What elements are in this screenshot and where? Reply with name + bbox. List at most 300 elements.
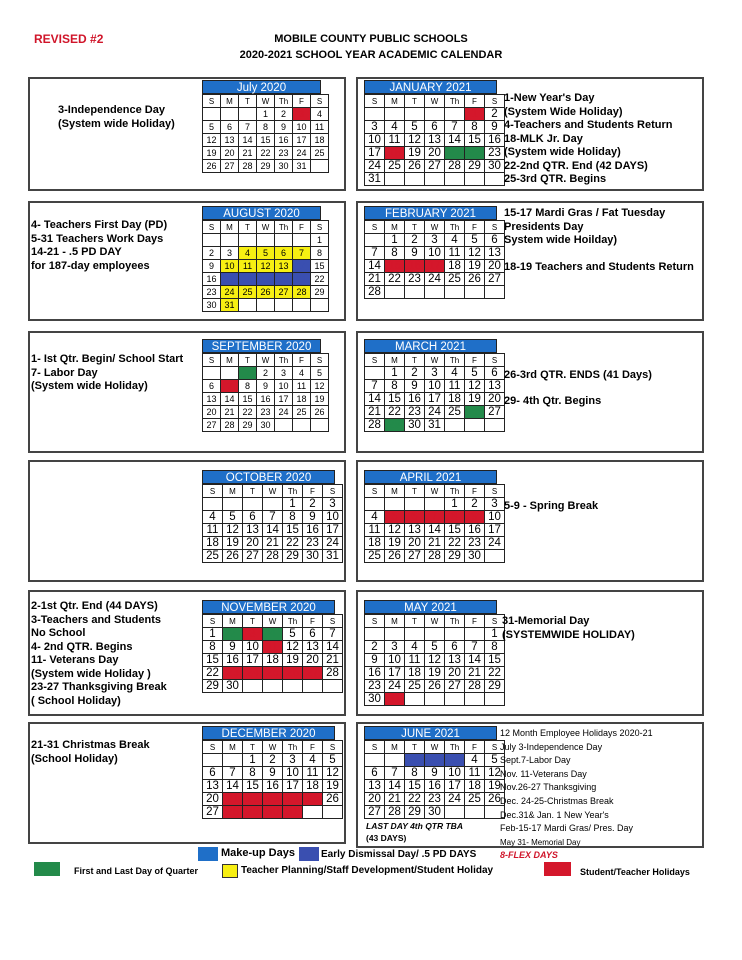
calendar-day: 31 (385, 693, 405, 706)
calendar-day: 5 (203, 121, 221, 134)
calendar-day: 23 (203, 286, 221, 299)
calendar-day: 15 (203, 654, 223, 667)
weekday-label: Th (445, 95, 465, 108)
calendar-day: 24 (293, 147, 311, 160)
calendar-day: 22 (485, 667, 505, 680)
calendar-empty-cell (293, 234, 311, 247)
calendar-day: 23 (405, 406, 425, 419)
calendar-day: 29 (239, 419, 257, 432)
note-line: 18-MLK Jr. Day (504, 132, 583, 145)
legend-early: Early Dismissal Day/ .5 PD DAYS (321, 849, 477, 860)
calendar-day: 10 (323, 511, 343, 524)
calendar-day: 6 (485, 234, 505, 247)
calendar-day: 6 (203, 380, 221, 393)
calendar-day: 1 (311, 234, 329, 247)
weekday-label: T (243, 741, 263, 754)
june-last-day-note: LAST DAY 4th QTR TBA (366, 821, 463, 831)
calendar-day: 24 (385, 680, 405, 693)
legend-planning: Teacher Planning/Staff Development/Student Holiday (241, 865, 494, 876)
calendar-day: 5 (385, 511, 405, 524)
calendar-day: 10 (293, 121, 311, 134)
calendar-april-2021 (364, 470, 505, 563)
calendar-day: 22 (385, 406, 405, 419)
calendar-day: 25 (311, 147, 329, 160)
calendar-empty-cell (385, 754, 405, 767)
calendar-day: 26 (465, 406, 485, 419)
calendar-day: 5 (465, 367, 485, 380)
calendar-day: 27 (275, 286, 293, 299)
calendar-day: 21 (239, 147, 257, 160)
calendar-day: 23 (425, 793, 445, 806)
calendar-day: 11 (293, 380, 311, 393)
month-title: DECEMBER 2020 (202, 726, 335, 740)
calendar-day: 3 (243, 628, 263, 641)
february-return-note: 18-19 Teachers and Students Return (504, 261, 694, 273)
note-line: Sept.7-Labor Day (500, 755, 571, 766)
calendar-day: 14 (425, 524, 445, 537)
calendar-day: 7 (365, 247, 385, 260)
calendar-day: 30 (365, 693, 385, 706)
calendar-day: 21 (365, 273, 385, 286)
calendar-day: 20 (303, 654, 323, 667)
weekday-label: Th (275, 354, 293, 367)
calendar-day: 9 (465, 511, 485, 524)
legend-flex: 8-FLEX DAYS (500, 850, 558, 860)
weekday-label: W (425, 95, 445, 108)
calendar-empty-cell (425, 286, 445, 299)
weekday-label: T (243, 485, 263, 498)
note-line: (System wide Holiday ) (31, 667, 151, 680)
note-line: 15-17 Mardi Gras / Fat Tuesday (504, 207, 666, 219)
calendar-day: 29 (311, 286, 329, 299)
calendar-day: 19 (203, 147, 221, 160)
month-grid (202, 94, 329, 173)
calendar-day: 3 (485, 498, 505, 511)
calendar-day: 15 (385, 393, 405, 406)
calendar-day: 26 (485, 793, 505, 806)
calendar-day: 21 (263, 537, 283, 550)
calendar-day: 18 (405, 667, 425, 680)
calendar-day: 16 (257, 393, 275, 406)
calendar-day: 5 (323, 754, 343, 767)
calendar-day: 27 (405, 550, 425, 563)
calendar-day: 16 (203, 273, 221, 286)
calendar-empty-cell (405, 286, 425, 299)
calendar-day: 11 (445, 380, 465, 393)
note-line: 1-New Year's Day (504, 92, 595, 104)
calendar-day: 15 (385, 260, 405, 273)
note-line: Nov.26-27 Thanksgiving (500, 782, 597, 793)
calendar-day: 3 (323, 498, 343, 511)
calendar-day: 30 (425, 806, 445, 819)
calendar-day: 3 (283, 754, 303, 767)
calendar-day: 24 (425, 406, 445, 419)
calendar-day: 9 (203, 260, 221, 273)
calendar-day: 9 (405, 380, 425, 393)
weekday-label: M (223, 615, 243, 628)
calendar-day: 7 (425, 511, 445, 524)
calendar-day: 7 (239, 121, 257, 134)
calendar-day: 18 (263, 654, 283, 667)
calendar-day: 29 (203, 680, 223, 693)
calendar-day: 20 (203, 406, 221, 419)
calendar-day: 30 (223, 680, 243, 693)
weekday-label: M (221, 95, 239, 108)
calendar-day: 18 (293, 393, 311, 406)
calendar-day: 26 (223, 550, 243, 563)
note-line: Feb-15-17 Mardi Gras/ Pres. Day (500, 823, 634, 834)
calendar-day: 16 (465, 524, 485, 537)
note-line: for 187-day employees (31, 259, 150, 272)
calendar-day: 24 (425, 273, 445, 286)
calendar-day: 12 (323, 767, 343, 780)
calendar-day: 30 (465, 550, 485, 563)
calendar-day: 11 (445, 247, 465, 260)
calendar-day: 21 (221, 406, 239, 419)
calendar-day: 9 (223, 641, 243, 654)
calendar-day: 15 (243, 780, 263, 793)
calendar-day: 4 (293, 367, 311, 380)
calendar-day: 16 (275, 134, 293, 147)
calendar-september-2020 (202, 339, 329, 432)
calendar-day: 31 (283, 806, 303, 819)
weekday-label: M (223, 485, 243, 498)
calendar-day: 8 (385, 247, 405, 260)
weekday-label: M (385, 95, 405, 108)
month-grid (364, 614, 505, 706)
calendar-day: 18 (203, 537, 223, 550)
weekday-label: Th (275, 221, 293, 234)
month-grid (202, 614, 343, 693)
calendar-day: 28 (293, 286, 311, 299)
calendar-day: 17 (283, 780, 303, 793)
calendar-day: 21 (293, 273, 311, 286)
calendar-august-2020 (202, 206, 329, 312)
calendar-day: 18 (365, 537, 385, 550)
november-notes (31, 600, 167, 708)
calendar-day: 4 (445, 234, 465, 247)
december-notes (31, 739, 150, 766)
calendar-day: 26 (323, 793, 343, 806)
calendar-day: 8 (465, 121, 485, 134)
calendar-day: 6 (221, 121, 239, 134)
note-line: 31-Memorial Day (502, 615, 590, 627)
calendar-day: 28 (323, 667, 343, 680)
calendar-day: 18 (465, 780, 485, 793)
note-line: 23-27 Thanksgiving Break (31, 681, 167, 693)
calendar-day: 26 (385, 550, 405, 563)
calendar-day: 6 (485, 367, 505, 380)
calendar-day: 22 (239, 406, 257, 419)
calendar-day: 25 (239, 286, 257, 299)
note-line: 4- 2nd QTR. Begins (31, 640, 133, 653)
calendar-day: 20 (243, 537, 263, 550)
calendar-day: 2 (275, 108, 293, 121)
calendar-day: 2 (425, 754, 445, 767)
calendar-day: 2 (405, 234, 425, 247)
calendar-empty-cell (445, 419, 465, 432)
weekday-label: T (405, 615, 425, 628)
calendar-day: 1 (239, 367, 257, 380)
calendar-day: 21 (223, 793, 243, 806)
calendar-day: 25 (263, 667, 283, 680)
calendar-day: 19 (485, 780, 505, 793)
calendar-day: 24 (365, 160, 385, 173)
note-line: 11- Veterans Day (31, 654, 119, 666)
calendar-day: 10 (485, 511, 505, 524)
calendar-empty-cell (365, 367, 385, 380)
calendar-day: 12 (405, 134, 425, 147)
calendar-day: 29 (257, 160, 275, 173)
calendar-empty-cell (221, 108, 239, 121)
calendar-empty-cell (405, 628, 425, 641)
weekday-label: Th (445, 354, 465, 367)
calendar-day: 14 (221, 393, 239, 406)
calendar-november-2020 (202, 600, 343, 693)
calendar-day: 15 (311, 260, 329, 273)
note-line: 4-Teachers and Students Return (504, 119, 673, 131)
calendar-day: 6 (425, 121, 445, 134)
calendar-day: 5 (425, 641, 445, 654)
calendar-day: 27 (485, 406, 505, 419)
calendar-day: 16 (405, 393, 425, 406)
calendar-empty-cell (445, 806, 465, 819)
note-line: Nov. 11-Veterans Day (500, 768, 587, 779)
calendar-day: 29 (405, 806, 425, 819)
legend-makeup: Make-up Days (221, 847, 295, 859)
calendar-day: 14 (365, 393, 385, 406)
calendar-day: 13 (243, 524, 263, 537)
weekday-label: S (485, 221, 505, 234)
weekday-label: S (485, 485, 505, 498)
calendar-day: 25 (385, 160, 405, 173)
calendar-day: 1 (243, 754, 263, 767)
weekday-label: S (365, 354, 385, 367)
weekday-label: T (405, 354, 425, 367)
calendar-day: 3 (365, 121, 385, 134)
calendar-empty-cell (385, 498, 405, 511)
calendar-empty-cell (365, 498, 385, 511)
calendar-day: 6 (275, 247, 293, 260)
calendar-day: 13 (485, 247, 505, 260)
calendar-day: 28 (263, 550, 283, 563)
calendar-day: 22 (385, 273, 405, 286)
calendar-day: 7 (323, 628, 343, 641)
calendar-day: 9 (257, 380, 275, 393)
calendar-day: 20 (485, 393, 505, 406)
calendar-day: 8 (243, 767, 263, 780)
calendar-day: 26 (257, 286, 275, 299)
calendar-empty-cell (365, 108, 385, 121)
calendar-day: 22 (257, 147, 275, 160)
calendar-empty-cell (445, 108, 465, 121)
calendar-day: 3 (445, 754, 465, 767)
month-title: JANUARY 2021 (364, 80, 497, 94)
calendar-day: 13 (365, 780, 385, 793)
calendar-day: 3 (425, 234, 445, 247)
note-line: ( School Holiday) (31, 694, 121, 707)
calendar-day: 22 (283, 537, 303, 550)
calendar-day: 31 (293, 160, 311, 173)
january-notes (504, 92, 673, 187)
weekday-label: T (405, 485, 425, 498)
note-line: 25-3rd QTR. Begins (504, 173, 607, 185)
calendar-empty-cell (311, 419, 329, 432)
calendar-empty-cell (445, 286, 465, 299)
calendar-day: 8 (485, 641, 505, 654)
calendar-day: 15 (485, 654, 505, 667)
calendar-day: 5 (485, 754, 505, 767)
calendar-empty-cell (385, 173, 405, 186)
calendar-day: 14 (445, 134, 465, 147)
weekday-label: S (365, 485, 385, 498)
calendar-day: 23 (257, 406, 275, 419)
calendar-day: 28 (385, 806, 405, 819)
calendar-day: 27 (203, 419, 221, 432)
calendar-empty-cell (465, 286, 485, 299)
month-grid (364, 484, 505, 563)
month-grid (364, 740, 505, 819)
note-line: 22-2nd QTR. End (42 DAYS) (504, 159, 648, 172)
calendar-empty-cell (405, 693, 425, 706)
calendar-day: 11 (365, 524, 385, 537)
note-line: Presidents Day (504, 220, 584, 233)
calendar-day: 23 (223, 667, 243, 680)
march-quarter-end-note: 26-3rd QTR. ENDS (41 Days) (504, 369, 652, 381)
calendar-day: 29 (485, 680, 505, 693)
note-line: July 3-Independence Day (500, 741, 603, 752)
calendar-day: 20 (365, 793, 385, 806)
calendar-empty-cell (485, 173, 505, 186)
weekday-label: M (221, 354, 239, 367)
calendar-january-2021 (364, 80, 505, 186)
district-name: MOBILE COUNTY PUBLIC SCHOOLS (274, 33, 468, 45)
weekday-label: S (323, 615, 343, 628)
calendar-empty-cell (365, 754, 385, 767)
legend-swatch-blue (198, 847, 218, 861)
calendar-empty-cell (243, 680, 263, 693)
calendar-empty-cell (365, 234, 385, 247)
calendar-day: 30 (303, 550, 323, 563)
calendar-day: 4 (263, 628, 283, 641)
calendar-day: 4 (311, 108, 329, 121)
calendar-empty-cell (203, 367, 221, 380)
weekday-label: Th (283, 741, 303, 754)
calendar-empty-cell (275, 419, 293, 432)
calendar-day: 13 (303, 641, 323, 654)
month-title: APRIL 2021 (364, 470, 497, 484)
calendar-day: 12 (465, 247, 485, 260)
calendar-day: 31 (365, 173, 385, 186)
calendar-day: 13 (485, 380, 505, 393)
weekday-label: T (239, 354, 257, 367)
calendar-day: 1 (385, 367, 405, 380)
calendar-empty-cell (405, 108, 425, 121)
calendar-day: 4 (365, 511, 385, 524)
weekday-label: M (385, 221, 405, 234)
weekday-label: S (365, 615, 385, 628)
note-line: 5-31 Teachers Work Days (31, 232, 164, 245)
weekday-label: M (385, 354, 405, 367)
weekday-label: F (303, 741, 323, 754)
weekday-label: F (303, 485, 323, 498)
calendar-day: 4 (465, 754, 485, 767)
calendar-day: 21 (365, 406, 385, 419)
weekday-label: F (465, 354, 485, 367)
weekday-label: W (257, 354, 275, 367)
calendar-day: 8 (311, 247, 329, 260)
calendar-day: 13 (425, 134, 445, 147)
calendar-day: 9 (425, 767, 445, 780)
weekday-label: S (485, 741, 505, 754)
calendar-day: 20 (275, 273, 293, 286)
calendar-day: 22 (311, 273, 329, 286)
note-line: Dec.31& Jan. 1 New Year's (500, 809, 609, 820)
calendar-day: 19 (311, 393, 329, 406)
calendar-day: 13 (221, 134, 239, 147)
legend-swatch-red (544, 862, 571, 876)
calendar-day: 24 (445, 793, 465, 806)
calendar-empty-cell (221, 234, 239, 247)
calendar-day: 14 (263, 524, 283, 537)
weekday-label: M (385, 615, 405, 628)
calendar-day: 30 (203, 299, 221, 312)
calendar-day: 22 (243, 793, 263, 806)
calendar-day: 2 (405, 367, 425, 380)
calendar-day: 8 (283, 511, 303, 524)
calendar-empty-cell (405, 173, 425, 186)
weekday-label: M (221, 221, 239, 234)
note-line: 12 Month Employee Holidays 2020-21 (500, 728, 653, 738)
calendar-day: 13 (203, 780, 223, 793)
calendar-day: 30 (405, 419, 425, 432)
calendar-day: 18 (311, 134, 329, 147)
calendar-october-2020 (202, 470, 343, 563)
calendar-empty-cell (303, 680, 323, 693)
calendar-day: 8 (257, 121, 275, 134)
note-line: May 31- Memorial Day (500, 837, 581, 847)
calendar-day: 5 (283, 628, 303, 641)
calendar-december-2020 (202, 726, 343, 819)
weekday-label: W (425, 615, 445, 628)
calendar-day: 19 (465, 393, 485, 406)
calendar-empty-cell (323, 806, 343, 819)
calendar-day: 12 (485, 767, 505, 780)
calendar-day: 22 (445, 537, 465, 550)
legend-first-last: First and Last Day of Quarter (74, 866, 199, 876)
calendar-empty-cell (365, 628, 385, 641)
legend-swatch-green (34, 862, 60, 876)
weekday-label: Th (445, 221, 465, 234)
calendar-day: 1 (445, 498, 465, 511)
note-line: 3-Teachers and Students (31, 613, 161, 626)
calendar-day: 5 (465, 234, 485, 247)
calendar-day: 11 (405, 654, 425, 667)
calendar-day: 19 (257, 273, 275, 286)
calendar-day: 17 (385, 667, 405, 680)
calendar-day: 6 (203, 767, 223, 780)
calendar-day: 2 (465, 498, 485, 511)
calendar-day: 11 (465, 767, 485, 780)
weekday-label: S (485, 354, 505, 367)
calendar-day: 27 (365, 806, 385, 819)
calendar-day: 25 (365, 550, 385, 563)
weekday-label: S (485, 95, 505, 108)
calendar-day: 20 (405, 537, 425, 550)
note-line: 3-Independence Day (58, 104, 165, 116)
calendar-day: 19 (223, 537, 243, 550)
calendar-day: 17 (485, 524, 505, 537)
